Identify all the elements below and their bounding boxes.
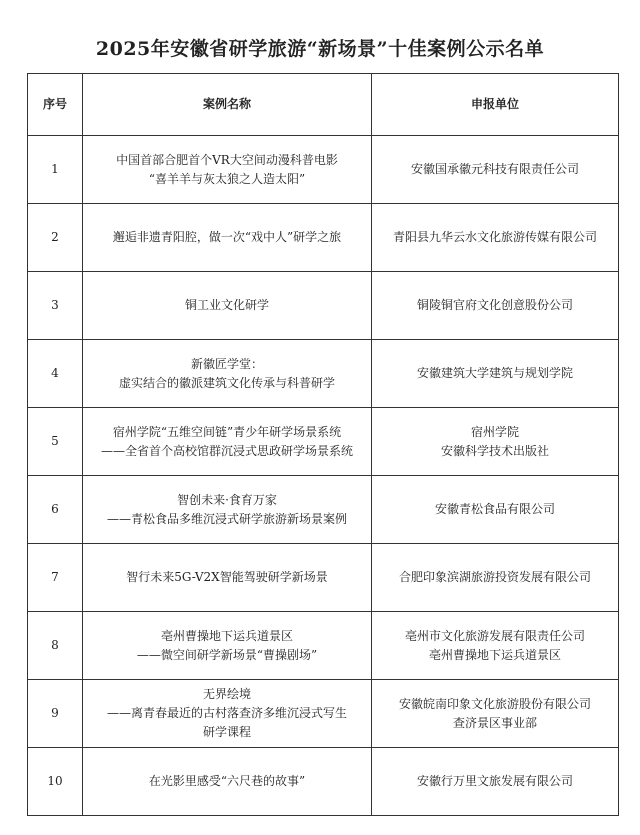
cell-index: 4 (28, 340, 83, 408)
cell-index: 9 (28, 680, 83, 748)
applicant-line: 查济景区事业部 (452, 715, 537, 730)
case-name-line: 亳州曹操地下运兵道景区 (160, 628, 293, 643)
cell-case-name (83, 748, 372, 816)
table-row (28, 340, 619, 408)
case-name-line: 智创未来·食育万家 (177, 492, 277, 507)
table-row (28, 408, 619, 476)
cell-applicant (372, 748, 619, 816)
case-name-line: 在光影里感受“六尺巷的故事” (148, 774, 306, 788)
case-name-line: ——青松食品多维沉浸式研学旅游新场景案例 (106, 511, 347, 526)
case-name-line: 研学课程 (202, 725, 251, 739)
header-index: 序号 (28, 74, 83, 136)
cell-applicant (372, 136, 619, 204)
case-name-line: 新徽匠学堂： (190, 356, 263, 371)
cell-case-name (83, 272, 372, 340)
cell-index: 10 (28, 748, 83, 816)
header-applicant: 申报单位 (372, 74, 619, 136)
applicant-line: 安徽青松食品有限公司 (434, 502, 555, 516)
case-name-line: ——离青春最近的古村落查济多维沉浸式写生 (106, 706, 347, 720)
case-name-line: 邂逅非遗青阳腔，做一次“戏中人”研学之旅 (112, 230, 342, 244)
table-row (28, 476, 619, 544)
table-row (28, 204, 619, 272)
cell-index: 8 (28, 612, 83, 680)
page-title: 2025年安徽省研学旅游“新场景”十佳案例公示名单 (95, 38, 545, 60)
table-row (28, 612, 619, 680)
applicant-line: 安徽国承徽元科技有限责任公司 (410, 162, 579, 176)
applicant-line: 合肥印象滨湖旅游投资发展有限公司 (398, 570, 591, 584)
case-name-line: 虚实结合的徽派建筑文化传承与科普研学 (118, 375, 335, 390)
case-name-line: “喜羊羊与灰太狼之人造太阳” (148, 171, 306, 186)
applicant-line: 安徽行万里文旅发展有限公司 (416, 774, 573, 788)
case-name-line: 智行未来5G-V2X智能驾驶研学新场景 (126, 570, 328, 584)
cell-index: 1 (28, 136, 83, 204)
cell-applicant (372, 272, 619, 340)
cell-case-name (83, 612, 372, 680)
table-row (28, 680, 619, 748)
case-name-line: ——微空间研学新场景“曹操剧场” (136, 647, 318, 662)
table-row (28, 136, 619, 204)
cell-case-name (83, 204, 372, 272)
cell-applicant (372, 408, 619, 476)
applicant-line: 安徽建筑大学建筑与规划学院 (416, 366, 573, 380)
applicant-line: 亳州市文化旅游发展有限责任公司 (404, 628, 585, 643)
cell-applicant (372, 544, 619, 612)
cell-index: 7 (28, 544, 83, 612)
cell-applicant (372, 340, 619, 408)
case-name-line: 中国首部合肥首个VR大空间动漫科普电影 (116, 152, 338, 167)
case-name-line: 铜工业文化研学 (184, 298, 269, 312)
cell-case-name (83, 408, 372, 476)
header-case-name: 案例名称 (83, 74, 372, 136)
applicant-line: 安徽科学技术出版社 (440, 443, 549, 458)
applicant-line: 宿州学院 (470, 424, 519, 439)
cell-index: 3 (28, 272, 83, 340)
case-name-line: 宿州学院“五维空间链”青少年研学场景系统 (112, 424, 342, 439)
applicant-line: 青阳县九华云水文化旅游传媒有限公司 (392, 230, 597, 244)
cell-applicant (372, 204, 619, 272)
cell-applicant (372, 476, 619, 544)
applicant-line: 铜陵铜官府文化创意股份公司 (416, 298, 573, 312)
cell-case-name (83, 680, 372, 748)
cell-applicant (372, 612, 619, 680)
cell-case-name (83, 476, 372, 544)
table-header-row (28, 74, 619, 136)
cell-applicant (372, 680, 619, 748)
applicant-line: 安徽皖南印象文化旅游股份有限公司 (398, 696, 591, 711)
cell-case-name (83, 544, 372, 612)
cell-case-name (83, 340, 372, 408)
table-row (28, 272, 619, 340)
applicant-line: 亳州曹操地下运兵道景区 (428, 647, 561, 662)
table-row (28, 544, 619, 612)
cell-case-name (83, 136, 372, 204)
case-name-line: ——全省首个高校馆群沉浸式思政研学场景系统 (100, 443, 353, 458)
table-row (28, 748, 619, 816)
cell-index: 5 (28, 408, 83, 476)
cell-index: 2 (28, 204, 83, 272)
case-list-table (27, 73, 619, 816)
case-name-line: 无界绘境 (202, 687, 251, 701)
cell-index: 6 (28, 476, 83, 544)
